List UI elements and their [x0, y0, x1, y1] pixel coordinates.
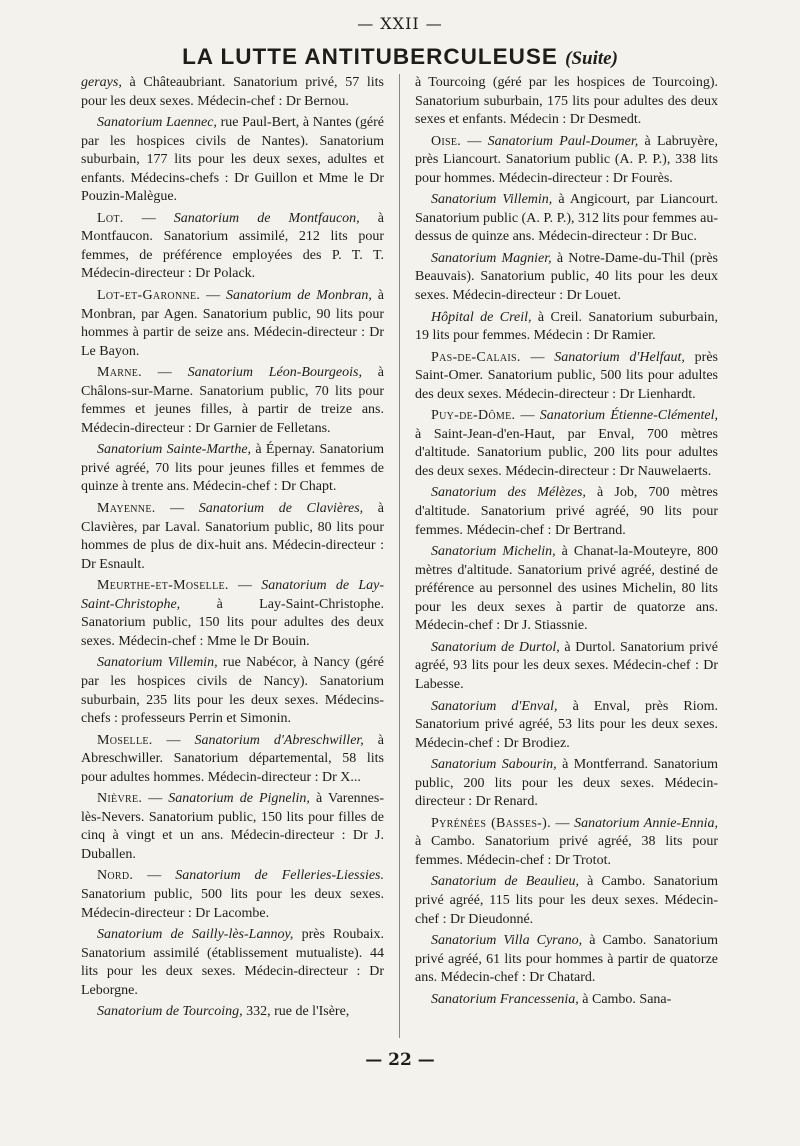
- entry-paragraph: Pas-de-Calais. — Sanatorium d'Helfaut, près Saint-Omer. Sanatorium public, 500 lits pour adultes des deux sexes. Médecin-directeur : Dr Lienhardt.: [415, 349, 718, 402]
- entry-text: à Épernay. Sanatorium privé agréé, 70 lits pour jeunes filles et femmes de quinze à trente ans. Médecin-chef : Dr Chapt.: [81, 442, 384, 495]
- entry-paragraph: [81, 654, 384, 728]
- column-divider: [399, 74, 400, 1038]
- institution-name: Sanatorium Villemin,: [431, 192, 553, 208]
- title-main: LA LUTTE ANTITUBERCULEUSE: [182, 44, 558, 69]
- page-title: [0, 44, 800, 70]
- entry-text: à Durtol. Sanatorium privé agréé, 93 lits pour les deux sexes. Médecin-chef : Dr Labesse.: [415, 639, 718, 692]
- institution-name: Sanatorium Villemin,: [97, 655, 218, 671]
- entry-text: à Lay-Saint-Christophe. Sanatorium public, 150 lits pour adultes des deux sexes. Médecin-chef : Mme le Dr Bouin.: [81, 596, 384, 649]
- institution-name: Sanatorium Villa Cyrano,: [431, 933, 583, 949]
- page-roman-numeral: — XXII —: [357, 14, 443, 33]
- entry-paragraph: [415, 756, 718, 812]
- entry-paragraph: Marne. — Sanatorium Léon-Bourgeois, à Châlons-sur-Marne. Sanatorium public, 70 lits pour femmes et jeunes filles, à partir de treize ans. Médecin-directeur : Dr Garnier de Felletans.: [81, 365, 384, 436]
- entry-text: près Saint-Omer. Sanatorium public, 500 lits pour adultes des deux sexes. Médecin-directeur : Dr Lienhardt.: [415, 349, 718, 402]
- institution-name: Sanatorium de Clavières,: [198, 501, 364, 517]
- left-column: [81, 74, 384, 1025]
- entry-text: à Enval, près Riom. Sanatorium privé agréé, 53 lits pour les deux sexes. Médecin-chef : Dr Brodiez.: [415, 698, 718, 751]
- entry-paragraph: Meurthe-et-Moselle. — Sanatorium de Lay-Saint-Christophe, à Lay-Saint-Christophe. Sanatorium public, 150 lits pour adultes des deux sexes. Médecin-chef : Mme le Dr Bouin.: [81, 578, 385, 649]
- institution-name: Sanatorium de Felleries-Liessies.: [175, 868, 385, 884]
- department-name: Puy-de-Dôme.: [431, 408, 516, 424]
- institution-name: Sanatorium de Montfaucon,: [173, 210, 360, 226]
- entry-text: à Varennes-lès-Nevers. Sanatorium public, 150 lits pour filles de cinq à vingt et un ans. Médecin-directeur : Dr J. Duballen.: [81, 791, 384, 862]
- entry-paragraph: Nord. — Sanatorium de Felleries-Liessies. Sanatorium public, 500 lits pour les deux sexes. Médecin-directeur : Dr Lacombe.: [81, 868, 385, 921]
- entry-text: à Saint-Jean-d'en-Haut, par Enval, 700 mètres d'altitude. Sanatorium public, 200 lits pour adultes des deux sexes. Médecin-directeur : Dr Nauwelaerts.: [415, 426, 718, 479]
- entry-paragraph: [81, 114, 384, 207]
- entry-text: Sanatorium public, 500 lits pour les deux sexes. Médecin-directeur : Dr Lacombe.: [81, 886, 384, 921]
- entry-text: à Tourcoing (géré par les hospices de Tourcoing). Sanatorium suburbain, 175 lits pour adultes des deux sexes et enfants. Médecin : Dr Desmedt.: [415, 75, 718, 128]
- department-name: Marne.: [97, 365, 142, 381]
- institution-name: Sanatorium de Lay-Saint-Christophe,: [81, 578, 385, 612]
- entry-paragraph: [415, 873, 718, 929]
- institution-name: Sanatorium Magnier,: [431, 250, 552, 266]
- entry-paragraph: Moselle. — Sanatorium d'Abreschwiller, à Abreschwiller. Sanatorium départemental, 58 lits pour adultes hommes. Médecin-directeur : Dr X...: [81, 732, 384, 785]
- entry-text: à Clavières, par Laval. Sanatorium public, 80 lits pour hommes de plus de dix-huit ans. Médecin-directeur : Dr Esnault.: [81, 501, 384, 572]
- institution-name: Sanatorium de Beaulieu,: [431, 874, 580, 890]
- entry-paragraph: [415, 191, 718, 247]
- institution-name: Hôpital de Creil,: [431, 309, 532, 325]
- entry-paragraph: [415, 991, 718, 1010]
- institution-name: Sanatorium d'Enval,: [431, 698, 558, 714]
- department-name: Nord.: [97, 868, 134, 884]
- department-name: Meurthe-et-Moselle.: [97, 578, 229, 594]
- entry-paragraph: Puy-de-Dôme. — Sanatorium Étienne-Clémentel, à Saint-Jean-d'en-Haut, par Enval, 700 mètres d'altitude. Sanatorium public, 200 lits pour adultes des deux sexes. Médecin-directeur : Dr Nauwelaerts.: [415, 408, 718, 479]
- entry-text: à Châteaubriant. Sanatorium privé, 57 lits pour les deux sexes. Médecin-chef : Dr Bernou.: [81, 75, 384, 109]
- department-name: Nièvre.: [97, 791, 143, 807]
- entry-paragraph: [81, 926, 384, 1000]
- entry-text: à Notre-Dame-du-Thil (près Beauvais). Sanatorium public, 40 lits pour les deux sexes. Médecin-directeur : Dr Louet.: [415, 250, 718, 304]
- entry-text: à Creil. Sanatorium suburbain, 19 lits pour femmes. Médecin : Dr Ramier.: [415, 309, 718, 344]
- department-name: Mayenne.: [97, 501, 156, 517]
- entry-text: à Angicourt, par Liancourt. Sanatorium public (A. P. P.), 312 lits pour femmes au-dessus de quinze ans. Médecin-directeur : Dr Buc.: [415, 192, 719, 245]
- department-name: Pyrénées (Basses-).: [431, 815, 551, 831]
- department-name: Oise.: [431, 133, 462, 149]
- entry-paragraph: Mayenne. — Sanatorium de Clavières, à Clavières, par Laval. Sanatorium public, 80 lits pour hommes de plus de dix-huit ans. Médecin-directeur : Dr Esnault.: [81, 501, 384, 572]
- entry-paragraph: [415, 250, 718, 306]
- entry-text: à Cambo. Sanatorium privé agréé, 115 lits pour les deux sexes. Médecin-chef : Dr Dieudonné.: [415, 874, 719, 927]
- entry-paragraph: [415, 639, 718, 695]
- entry-paragraph: Oise. — Sanatorium Paul-Doumer, à Labruyère, près Liancourt. Sanatorium public (A. P. P.), 338 lits pour hommes. Médecin-directeur : Dr Fourès.: [415, 133, 718, 186]
- entry-text: à Montfaucon. Sanatorium assimilé, 212 lits pour femmes, de préférence employées des P. T. T. Médecin-directeur : Dr Polack.: [81, 210, 384, 282]
- institution-name: Sanatorium Étienne-Clémentel,: [539, 408, 718, 424]
- department-name: Pas-de-Calais.: [431, 349, 521, 365]
- entry-paragraph: [415, 309, 718, 346]
- entry-paragraph: Lot. — Sanatorium de Montfaucon, à Montfaucon. Sanatorium assimilé, 212 lits pour femmes, de préférence employées des P. T. T. Médecin-directeur : Dr Polack.: [81, 210, 384, 282]
- entry-text: à Labruyère, près Liancourt. Sanatorium public (A. P. P.), 338 lits pour hommes. Médecin-directeur : Dr Fourès.: [415, 133, 718, 186]
- right-column: [415, 74, 718, 1012]
- entry-text: à Abreschwiller. Sanatorium départemental, 58 lits pour adultes hommes. Médecin-directeur : Dr X...: [81, 732, 384, 785]
- institution-name: Sanatorium Michelin,: [431, 544, 556, 560]
- entry-text: à Chanat-la-Mouteyre, 800 mètres d'altitude. Sanatorium privé agréé, destiné de préférence au personnel des usines Michelin, 80 lits pour les deux sexes à partir de quatorze ans. Médecin-chef : Dr J. Stiassnie.: [415, 544, 718, 634]
- entry-paragraph: [415, 74, 718, 130]
- entry-text: à Job, 700 mètres d'altitude. Sanatorium privé agréé, 90 lits pour femmes. Médecin-chef : Dr Bertrand.: [415, 485, 719, 538]
- institution-name: Sanatorium des Mélèzes,: [431, 485, 586, 501]
- institution-name: Sanatorium d'Helfaut,: [554, 349, 685, 365]
- institution-name: Sanatorium Annie-Ennia,: [574, 815, 719, 831]
- institution-name: Sanatorium Sainte-Marthe,: [97, 442, 252, 458]
- institution-name: Sanatorium de Tourcoing,: [97, 1004, 243, 1020]
- institution-name: gerays,: [81, 75, 122, 90]
- entry-paragraph: [81, 1003, 384, 1022]
- entry-text: à Châlons-sur-Marne. Sanatorium public, 70 lits pour femmes et jeunes filles, à partir de treize ans. Médecin-directeur : Dr Garnier de Felletans.: [81, 365, 384, 436]
- entry-paragraph: [415, 698, 718, 754]
- institution-name: Sanatorium de Sailly-lès-Lannoy,: [97, 927, 294, 943]
- institution-name: Sanatorium de Pignelin,: [168, 791, 310, 807]
- entry-text: à Cambo. Sanatorium privé agréé, 38 lits pour femmes. Médecin-chef : Dr Trotot.: [415, 834, 718, 868]
- institution-name: Sanatorium Sabourin,: [431, 757, 557, 773]
- department-name: Moselle.: [97, 732, 153, 748]
- entry-text: à Cambo. Sana-: [578, 991, 672, 1007]
- entry-text: à Cambo. Sanatorium privé agréé, 61 lits pour hommes à partir de quatorze ans. Médecin-chef : Dr Chatard.: [415, 933, 719, 986]
- entry-text: rue Nabécor, à Nancy (géré par les hospices civils de Nancy). Sanatorium suburbain, 235 lits pour les deux sexes. Médecins-chefs : professeurs Perrin et Simonin.: [81, 655, 385, 727]
- entry-text: à Monbran, par Agen. Sanatorium public, 90 lits pour hommes à partir de seize ans. Médecin-directeur : Dr Le Bayon.: [81, 288, 385, 359]
- institution-name: Sanatorium Paul-Doumer,: [487, 133, 639, 149]
- department-name: Lot-et-Garonne.: [97, 288, 201, 304]
- institution-name: Sanatorium Francessenia,: [431, 991, 579, 1007]
- entry-paragraph: Pyrénées (Basses-). — Sanatorium Annie-Ennia, à Cambo. Sanatorium privé agréé, 38 lits pour femmes. Médecin-chef : Dr Trotot.: [415, 815, 719, 868]
- entry-paragraph: [415, 484, 718, 540]
- institution-name: Sanatorium de Monbran,: [225, 288, 372, 304]
- entry-text: 332, rue de l'Isère,: [242, 1004, 350, 1020]
- entry-paragraph: [415, 932, 718, 988]
- institution-name: Sanatorium Laennec,: [97, 115, 217, 131]
- institution-name: Sanatorium de Durtol,: [431, 639, 560, 655]
- institution-name: Sanatorium Léon-Bourgeois,: [187, 365, 362, 381]
- entry-paragraph: [415, 543, 718, 636]
- institution-name: Sanatorium d'Abreschwiller,: [194, 732, 364, 748]
- department-name: Lot.: [97, 210, 124, 226]
- page-number: — 22 —: [365, 1050, 435, 1070]
- entry-text: à Montferrand. Sanatorium public, 200 lits pour les deux sexes. Médecin-directeur : Dr Renard.: [415, 757, 718, 810]
- entry-paragraph: [81, 441, 384, 497]
- entry-paragraph: [81, 74, 384, 111]
- entry-paragraph: Lot-et-Garonne. — Sanatorium de Monbran, à Monbran, par Agen. Sanatorium public, 90 lits pour hommes à partir de seize ans. Médecin-directeur : Dr Le Bayon.: [81, 288, 385, 359]
- entry-paragraph: Nièvre. — Sanatorium de Pignelin, à Varennes-lès-Nevers. Sanatorium public, 150 lits pour filles de cinq à vingt et un ans. Médecin-directeur : Dr J. Duballen.: [81, 791, 384, 862]
- entry-text: rue Paul-Bert, à Nantes (géré par les hospices civils de Nantes). Sanatorium suburbain, 177 lits pour les deux sexes, adultes et enfants. Médecins-chefs : Dr Guillon et Mme le Dr Pouzin-Malègue.: [81, 115, 385, 205]
- title-suite: (Suite): [565, 48, 618, 69]
- entry-text: près Roubaix. Sanatorium assimilé (établissement mutualiste). 44 lits pour les deux sexes. Médecin-directeur : Dr Leborgne.: [81, 927, 384, 998]
